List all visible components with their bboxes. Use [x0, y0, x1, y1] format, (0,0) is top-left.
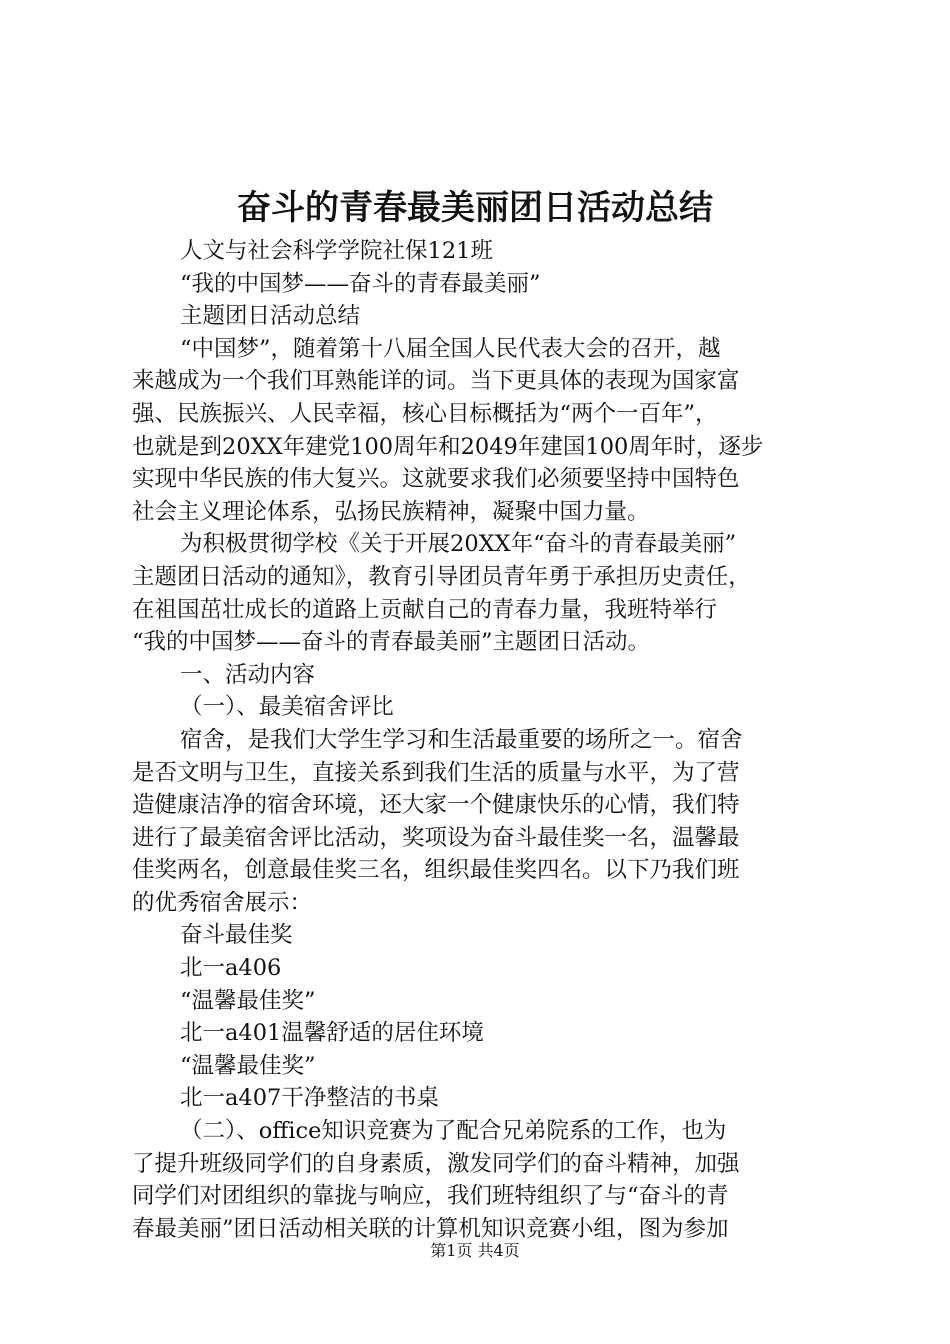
- body-line: 为积极贯彻学校《关于开展20XX年“奋斗的青春最美丽”: [180, 531, 737, 558]
- body-line: 春最美丽”团日活动相关联的计算机知识竞赛小组，图为参加: [132, 1215, 729, 1242]
- document-title: 奋斗的青春最美丽团日活动总结: [237, 188, 713, 228]
- dorm-entry: 北一a401温馨舒适的居住环境: [180, 1020, 484, 1047]
- body-line: 的优秀宿舍展示：: [132, 889, 313, 916]
- body-line: 主题团日活动总结: [180, 303, 361, 330]
- document-body: [132, 235, 832, 1245]
- award-label: 奋斗最佳奖: [180, 922, 293, 949]
- body-line: 佳奖两名，创意最佳奖三名，组织最佳奖四名。以下乃我们班: [132, 857, 740, 884]
- body-line: “中国梦”，随着第十八届全国人民代表大会的召开，越: [180, 335, 721, 362]
- body-line: “我的中国梦——奋斗的青春最美丽”: [180, 270, 541, 297]
- dorm-entry: 北一a406: [180, 955, 282, 982]
- body-line: 进行了最美宿舍评比活动，奖项设为奋斗最佳奖一名，温馨最: [132, 824, 740, 851]
- body-line: （二）、office知识竞赛为了配合兄弟院系的工作，也为: [180, 1118, 727, 1145]
- award-label: “温馨最佳奖”: [180, 987, 316, 1014]
- body-line: 强、民族振兴、人民幸福，核心目标概括为“两个一百年”，: [132, 400, 718, 427]
- body-line: 了提升班级同学们的自身素质，激发同学们的奋斗精神，加强: [132, 1150, 740, 1177]
- body-line: 是否文明与卫生，直接关系到我们生活的质量与水平，为了营: [132, 759, 740, 786]
- body-line: 来越成为一个我们耳熟能详的词。当下更具体的表现为国家富: [132, 368, 740, 395]
- body-line: 实现中华民族的伟大复兴。这就要求我们必须要坚持中国特色: [132, 466, 740, 493]
- body-line: 主题团日活动的通知》，教育引导团员青年勇于承担历史责任，: [132, 563, 751, 590]
- body-line: 宿舍，是我们大学生学习和生活最重要的场所之一。宿舍: [180, 726, 743, 753]
- body-line: 人文与社会科学学院社保121班: [180, 238, 493, 264]
- page-footer: 第1页 共4页: [430, 1241, 520, 1260]
- body-line: 在祖国茁壮成长的道路上贡献自己的青春力量，我班特举行: [132, 596, 718, 623]
- dorm-entry: 北一a407干净整洁的书桌: [180, 1085, 439, 1112]
- subsection-heading: （一）、最美宿舍评比: [180, 694, 394, 721]
- body-line: 同学们对团组织的靠拢与响应，我们班特组织了与“奋斗的青: [132, 1183, 729, 1210]
- body-line: “我的中国梦——奋斗的青春最美丽”主题团日活动。: [132, 629, 651, 656]
- body-line: 造健康洁净的宿舍环境，还大家一个健康快乐的心情，我们特: [132, 792, 740, 819]
- body-line: 社会主义理论体系，弘扬民族精神，凝聚中国力量。: [132, 498, 650, 525]
- body-line: 也就是到20XX年建党100周年和2049年建国100周年时，逐步: [132, 433, 764, 460]
- section-heading: 一、活动内容: [180, 661, 316, 688]
- award-label: “温馨最佳奖”: [180, 1052, 316, 1079]
